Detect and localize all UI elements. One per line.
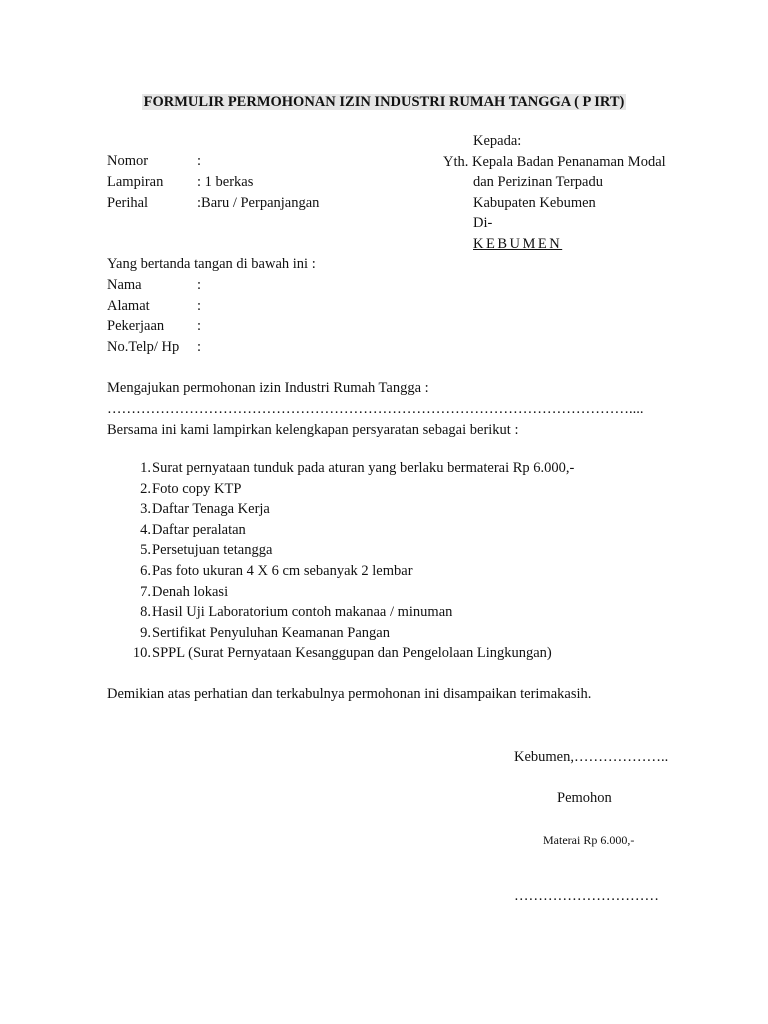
field-label-alamat: Alamat (107, 298, 150, 314)
list-item: 5.Persetujuan tetangga (140, 542, 273, 559)
list-item: 4.Daftar peralatan (140, 521, 246, 538)
field-label-nama: Nama (107, 277, 142, 293)
stamp-label: Materai Rp 6.000,- (543, 833, 635, 847)
list-item: 10.SPPL (Surat Pernyataan Kesanggupan dan Pengelolaan Lingkungan) (132, 645, 552, 662)
field-value-pekerjaan: : (197, 318, 202, 334)
requirements-list (107, 458, 574, 664)
recipient-line3: Kabupaten Kebumen (473, 194, 596, 211)
field-value-telp: : (197, 339, 202, 355)
field-label-nomor: Nomor (107, 153, 149, 169)
form-title: FORMULIR PERMOHONAN IZIN INDUSTRI RUMAH TANGGA ( P IRT) (143, 94, 625, 110)
list-item: 3.Daftar Tenaga Kerja (140, 501, 270, 518)
list-item: 8.Hasil Uji Laboratorium contoh makanaa / minuman (140, 604, 453, 621)
recipient-line2: dan Perizinan Terpadu (473, 174, 603, 191)
list-item: 2.Foto copy KTP (140, 480, 242, 497)
list-item: 7.Denah lokasi (140, 583, 229, 600)
list-item: 6.Pas foto ukuran 4 X 6 cm sebanyak 2 lembar (140, 562, 413, 579)
field-label-lampiran: Lampiran (107, 174, 164, 190)
list-item: 1.Surat pernyataan tunduk pada aturan yang berlaku bermaterai Rp 6.000,- (140, 460, 575, 476)
recipient-kepada: Kepada: (473, 133, 522, 149)
request-line: Mengajukan permohonan izin Industri Rumah Tangga : (107, 380, 429, 396)
intro-text: Yang bertanda tangan di bawah ini : (107, 256, 316, 272)
field-value-nama: : (197, 277, 202, 293)
place-date: Kebumen,……………….. (514, 749, 669, 765)
field-label-perihal: Perihal (107, 195, 149, 211)
recipient-line4: Di- (473, 215, 493, 232)
signature-name-line: ………………………… (514, 888, 659, 904)
recipient-city: KEBUMEN (473, 235, 563, 252)
field-value-alamat: : (197, 298, 202, 314)
field-value-perihal: :Baru / Perpanjangan (197, 195, 320, 211)
list-item: 9.Sertifikat Penyuluhan Keamanan Pangan (140, 624, 390, 641)
field-value-lampiran: : 1 berkas (197, 174, 254, 190)
attachment-intro: Bersama ini kami lampirkan kelengkapan persyaratan sebagai berikut : (107, 422, 519, 438)
field-label-telp: No.Telp/ Hp (107, 339, 180, 355)
dotted-line: ……………………………………………………………………………………………….... (107, 401, 644, 417)
field-label-pekerjaan: Pekerjaan (107, 318, 165, 334)
signature-role: Pemohon (557, 790, 612, 806)
closing-text: Demikian atas perhatian dan terkabulnya permohonan ini disampaikan terimakasih. (107, 686, 592, 702)
recipient-block (443, 131, 666, 255)
recipient-line1: Yth. Kepala Badan Penanaman Modal (443, 153, 666, 170)
field-value-nomor: : (197, 153, 202, 169)
